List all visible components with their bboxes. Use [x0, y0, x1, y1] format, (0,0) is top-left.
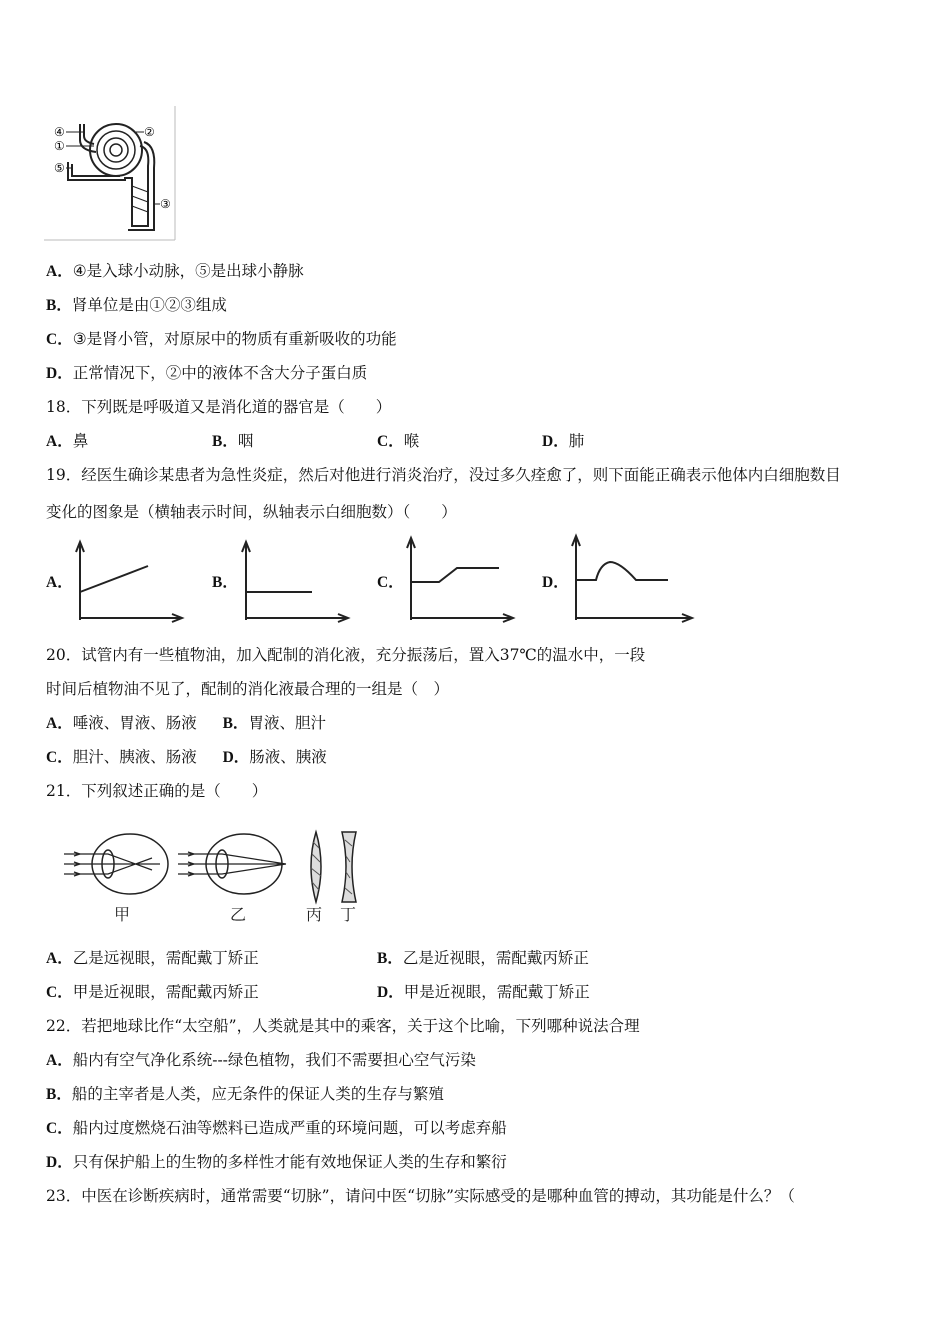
q20-options-row2	[46, 747, 327, 768]
q21-option-b: B．乙是近视眼，需配戴丙矫正	[377, 949, 589, 967]
q21-options-row1	[46, 948, 906, 968]
q22-option-c: C．船内过度燃烧石油等燃料已造成严重的环境问题，可以考虑弃船	[46, 1119, 507, 1137]
q22-option-d: D．只有保护船上的生物的多样性才能有效地保证人类的生存和繁衍	[46, 1153, 507, 1171]
q19-option-d: D．	[542, 574, 569, 591]
q22-option-a: A．船内有空气净化系统---绿色植物，我们不需要担心空气污染	[46, 1051, 476, 1069]
q19-option-c: C．	[377, 574, 404, 591]
q17-option-a: A．④是入球小动脉，⑤是出球小静脉	[46, 262, 304, 280]
q18-option-d: D．肺	[542, 432, 585, 450]
q21-stem: 21．下列叙述正确的是（ ）	[46, 782, 268, 800]
nephron-figure	[44, 106, 178, 242]
label-ding: 丁	[340, 905, 357, 924]
q20-stem-line2: 时间后植物油不见了，配制的消化液最合理的一组是（ ）	[46, 680, 450, 698]
q19-stem-line2: 变化的图象是（横轴表示时间，纵轴表示白细胞数）（ ）	[46, 503, 457, 521]
label-4: ④	[54, 125, 65, 139]
label-5: ⑤	[54, 161, 65, 175]
q21-option-c: C．甲是近视眼，需配戴丙矫正	[46, 983, 259, 1001]
label-2: ②	[144, 125, 155, 139]
q18-option-a: A．鼻	[46, 432, 89, 450]
q19-option-b: B．	[212, 574, 238, 591]
q19-graph-d	[566, 534, 696, 624]
q19-graph-b	[236, 540, 351, 624]
q22-option-b: B．船的主宰者是人类，应无条件的保证人类的生存与繁殖	[46, 1085, 444, 1103]
label-bing: 丙	[306, 905, 323, 924]
q18-option-b: B．咽	[212, 432, 254, 450]
q20-option-c: C．胆汁、胰液、肠液	[46, 748, 197, 766]
q17-option-c: C．③是肾小管，对原尿中的物质有重新吸收的功能	[46, 330, 397, 348]
q22-stem: 22．若把地球比作“太空船”，人类就是其中的乘客，关于这个比喻，下列哪种说法合理	[46, 1017, 640, 1035]
q20-options-row1	[46, 713, 326, 734]
q20-option-a: A．唾液、胃液、肠液	[46, 714, 197, 732]
label-3: ③	[160, 197, 171, 211]
q20-option-d: D．肠液、胰液	[222, 748, 327, 766]
q23-stem: 23．中医在诊断疾病时，通常需要“切脉”，请问中医“切脉”实际感受的是哪种血管的搏动，其功能是什么？（	[46, 1187, 795, 1205]
q21-eye-lens-figure	[60, 830, 370, 926]
q21-options-row2	[46, 982, 906, 1002]
q19-option-a: A．	[46, 574, 73, 591]
q19-graph-c	[401, 536, 516, 624]
q20-stem-line1: 20．试管内有一些植物油，加入配制的消化液，充分振荡后，置入37℃的温水中，一段	[46, 646, 646, 664]
q19-graph-a	[70, 540, 185, 624]
label-1: ①	[54, 139, 65, 153]
q21-option-a: A．乙是远视眼，需配戴丁矫正	[46, 949, 259, 967]
q18-stem: 18．下列既是呼吸道又是消化道的器官是（ ）	[46, 398, 392, 416]
q17-option-b: B．肾单位是由①②③组成	[46, 296, 227, 314]
q18-option-c: C．喉	[377, 432, 420, 450]
q20-option-b: B．胃液、胆汁	[222, 714, 326, 732]
label-jia: 甲	[114, 905, 131, 924]
label-yi: 乙	[230, 905, 247, 924]
q21-option-d: D．甲是近视眼，需配戴丁矫正	[377, 983, 590, 1001]
q19-stem-line1: 19．经医生确诊某患者为急性炎症，然后对他进行消炎治疗，没过多久痊愈了，则下面能正确表示他体内白细胞数目	[46, 466, 841, 484]
q17-option-d: D．正常情况下，②中的液体不含大分子蛋白质	[46, 364, 368, 382]
q18-options	[46, 431, 906, 451]
